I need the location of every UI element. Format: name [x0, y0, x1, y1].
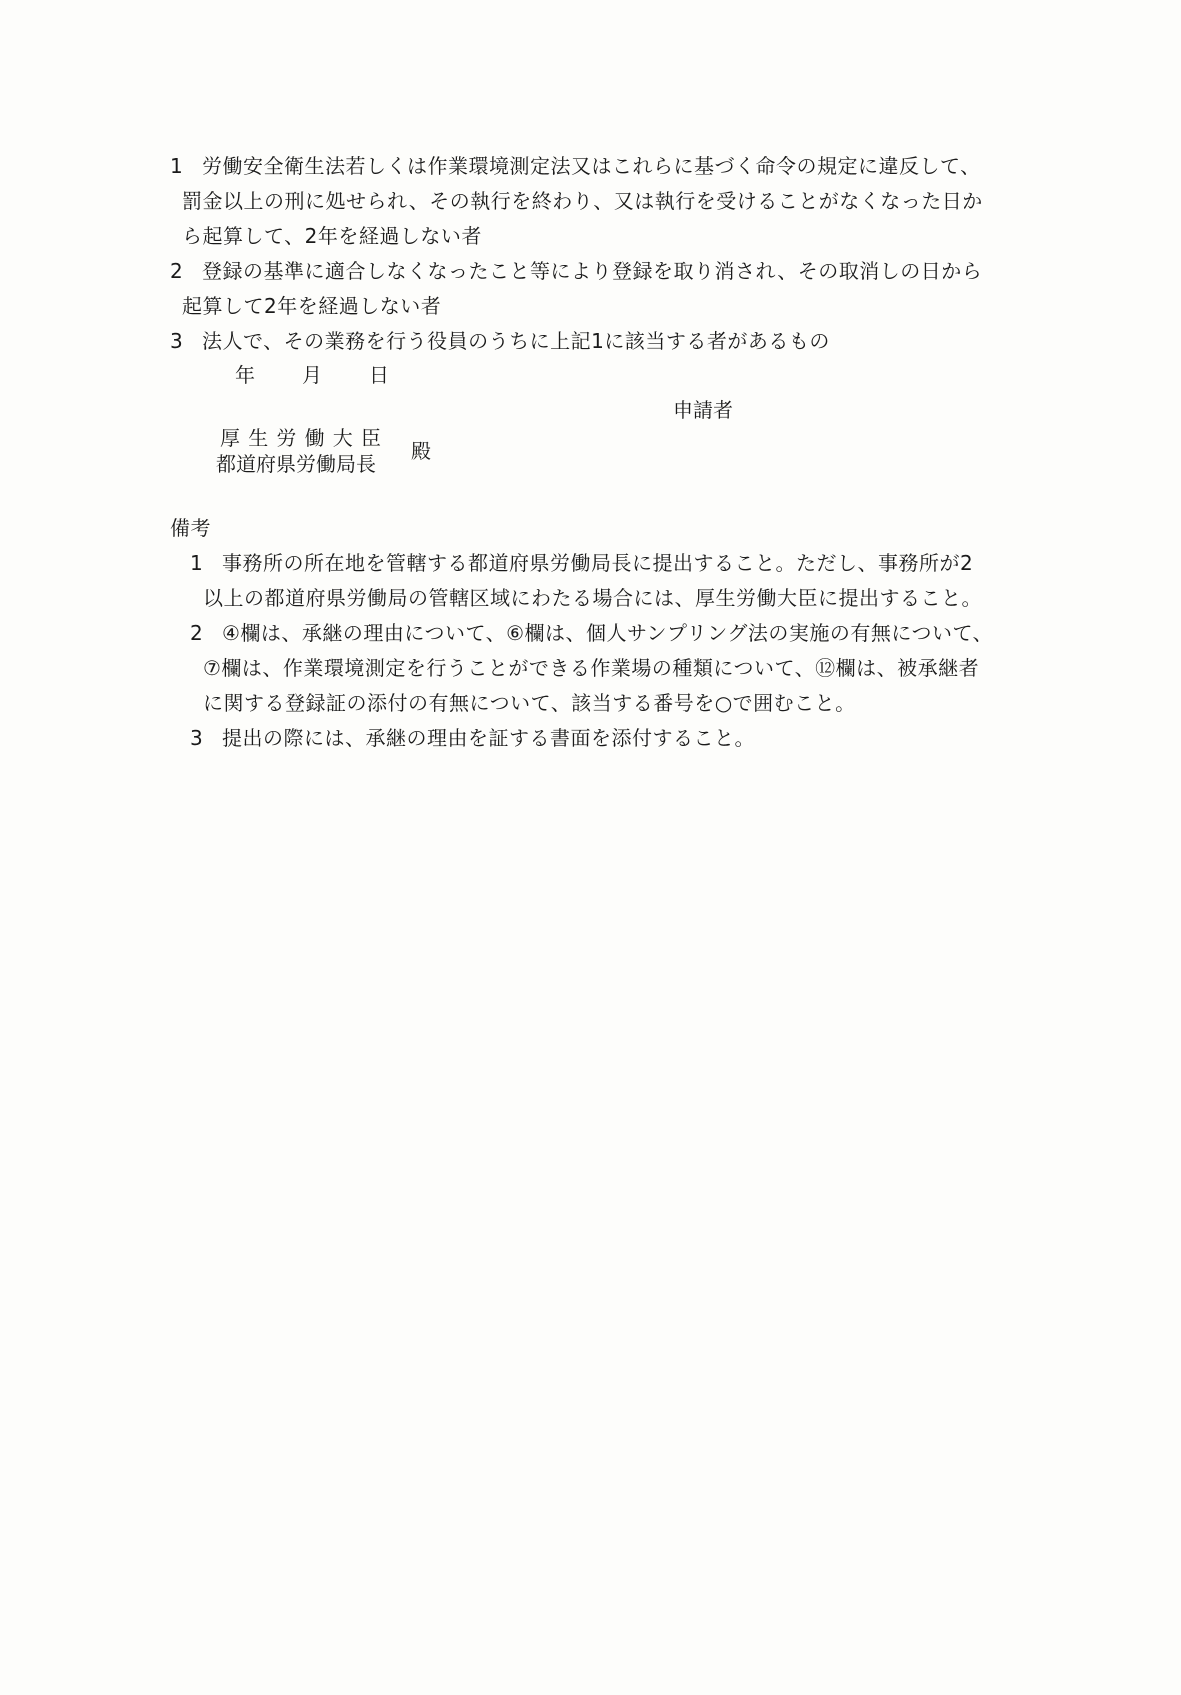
- addressee-minister: 厚生労働大臣: [220, 426, 390, 450]
- note-number: 1: [190, 551, 204, 575]
- notes-heading: 備考: [170, 516, 211, 540]
- condition-text: 法人で、その業務を行う役員のうちに上記1に該当する者があるもの: [202, 329, 830, 353]
- note-1-line-1: [190, 550, 973, 576]
- condition-1-line-3: ら起算して、2年を経過しない者: [182, 224, 482, 248]
- condition-number: 2: [170, 259, 184, 283]
- condition-1-line-1: [170, 153, 981, 179]
- note-text: ④欄は、承継の理由について、⑥欄は、個人サンプリング法の実施の有無について、: [222, 621, 994, 645]
- addressee-honorific: 殿: [411, 439, 431, 463]
- note-3-line-1: [190, 725, 755, 751]
- note-2-line-3: に関する登録証の添付の有無について、該当する番号を○で囲むこと。: [203, 691, 856, 715]
- date-month-label: 月: [302, 363, 322, 387]
- condition-number: 1: [170, 154, 184, 178]
- condition-1-line-2: 罰金以上の刑に処せられ、その執行を終わり、又は執行を受けることがなくなった日か: [182, 189, 983, 213]
- note-1-line-2: 以上の都道府県労働局の管轄区域にわたる場合には、厚生労働大臣に提出すること。: [203, 586, 982, 610]
- note-2-line-1: [190, 620, 993, 646]
- applicant-label: 申請者: [673, 398, 733, 422]
- condition-text: 労働安全衛生法若しくは作業環境測定法又はこれらに基づく命令の規定に違反して、: [202, 154, 981, 178]
- condition-2-line-1: [170, 258, 982, 284]
- note-text: 提出の際には、承継の理由を証する書面を添付すること。: [222, 726, 755, 750]
- note-2-line-2: ⑦欄は、作業環境測定を行うことができる作業場の種類について、⑫欄は、被承継者: [203, 656, 980, 680]
- addressee-bureau-chief: 都道府県労働局長: [216, 452, 376, 476]
- note-number: 2: [190, 621, 204, 645]
- condition-text: 登録の基準に適合しなくなったこと等により登録を取り消され、その取消しの日から: [202, 259, 983, 283]
- condition-2-line-2: 起算して2年を経過しない者: [182, 294, 442, 318]
- date-year-label: 年: [235, 363, 255, 387]
- condition-3-line-1: [170, 328, 830, 354]
- date-day-label: 日: [369, 363, 389, 387]
- note-number: 3: [190, 726, 204, 750]
- condition-number: 3: [170, 329, 184, 353]
- note-text: 事務所の所在地を管轄する都道府県労働局長に提出すること。ただし、事務所が2: [222, 551, 974, 575]
